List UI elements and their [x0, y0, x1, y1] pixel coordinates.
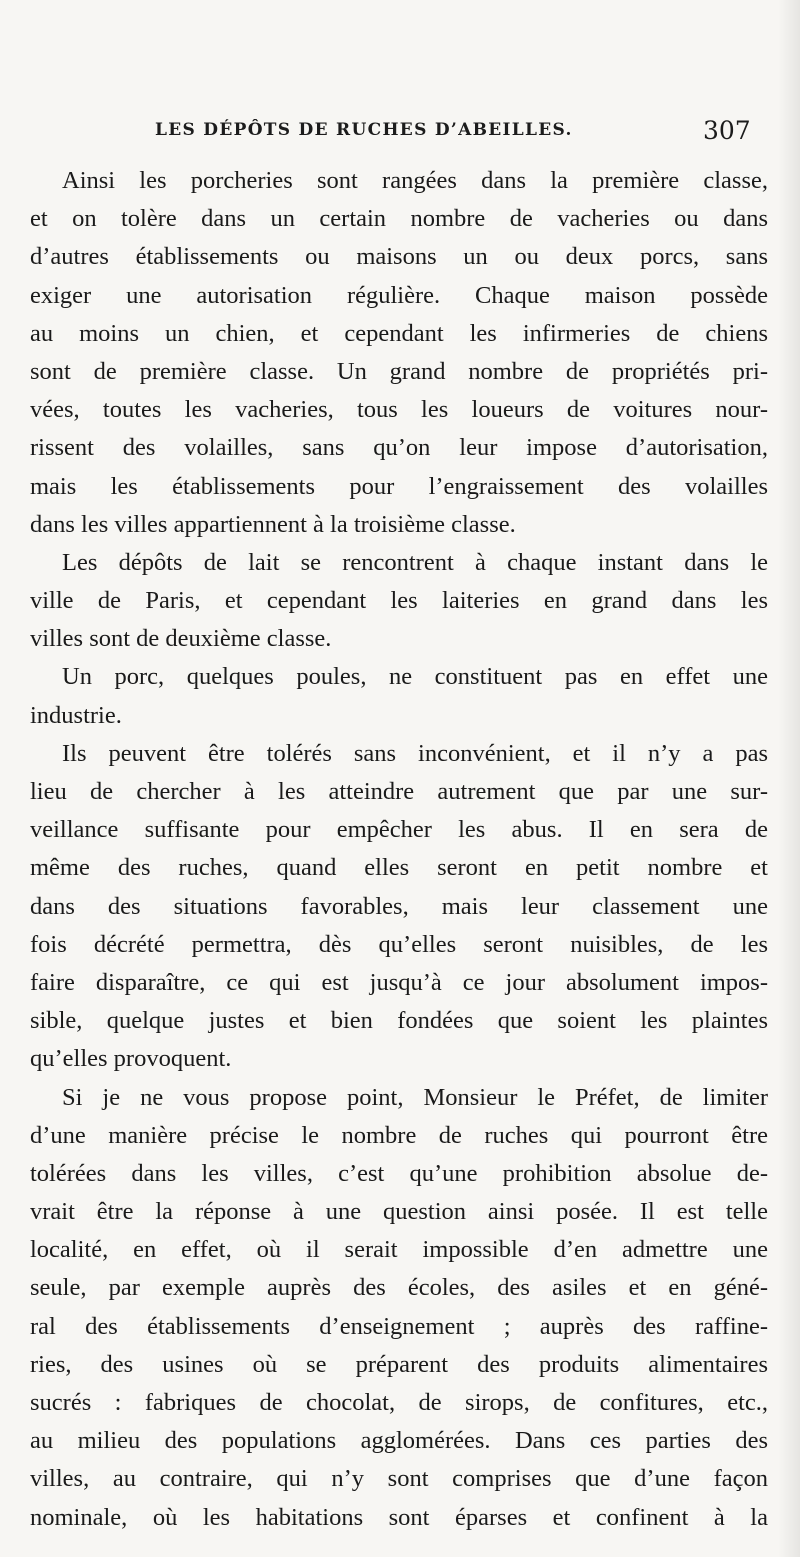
text-line: d’une manière précise le nombre de ruches qui pourront être [30, 1121, 768, 1149]
text-line: Un porc, quelques poules, ne constituent pas en effet une [62, 663, 768, 691]
text-line: qu’elles provoquent. [30, 1045, 232, 1073]
text-line: dans des situations favorables, mais leur classement une [30, 892, 768, 920]
text-line: fois décrété permettra, dès qu’elles seront nuisibles, de les [30, 930, 768, 958]
text-line: nominale, où les habitations sont éparses et confinent à la [30, 1503, 768, 1531]
text-line: Si je ne vous propose point, Monsieur le Préfet, de limiter [62, 1083, 768, 1111]
text-line: ries, des usines où se préparent des produits alimentaires [30, 1350, 768, 1378]
text-line: ville de Paris, et cependant les laiteries en grand dans les [30, 587, 768, 615]
text-line: Les dépôts de lait se rencontrent à chaque instant dans le [62, 548, 768, 576]
page-number: 307 [703, 116, 751, 145]
text-line: tolérées dans les villes, c’est qu’une prohibition absolue de- [30, 1159, 768, 1187]
running-title: LES DÉPÔTS DE RUCHES D’ABEILLES. [155, 120, 573, 140]
running-head [0, 116, 800, 156]
text-line: Ainsi les porcheries sont rangées dans la première classe, [62, 167, 768, 194]
text-line: au milieu des populations agglomérées. Dans ces parties des [30, 1427, 768, 1455]
text-line: même des ruches, quand elles seront en petit nombre et [30, 854, 768, 882]
text-line: villes, au contraire, qui n’y sont comprises que d’une façon [30, 1465, 768, 1493]
text-line: vées, toutes les vacheries, tous les loueurs de voitures nour- [30, 396, 768, 424]
text-line: localité, en effet, où il serait impossible d’en admettre une [30, 1236, 768, 1264]
text-line: lieu de chercher à les atteindre autrement que par une sur- [30, 778, 768, 805]
text-line: villes sont de deuxième classe. [30, 625, 332, 653]
text-line: et on tolère dans un certain nombre de vacheries ou dans [30, 205, 768, 233]
text-line: rissent des volailles, sans qu’on leur impose d’autorisation, [30, 434, 768, 462]
body-text [30, 162, 768, 1537]
text-line: faire disparaître, ce qui est jusqu’à ce jour absolument impos- [30, 968, 768, 996]
text-line: veillance suffisante pour empêcher les abus. Il en sera de [30, 816, 768, 844]
text-line: industrie. [30, 701, 122, 729]
text-line: sont de première classe. Un grand nombre de propriétés pri- [30, 357, 768, 385]
text-line: ral des établissements d’enseignement ; auprès des raffine- [30, 1312, 768, 1340]
text-line: Ils peuvent être tolérés sans inconvénient, et il n’y a pas [62, 739, 768, 767]
text-line: sucrés : fabriques de chocolat, de sirops, de confitures, etc., [30, 1389, 768, 1416]
text-line: exiger une autorisation régulière. Chaque maison possède [30, 281, 768, 309]
text-line: sible, quelque justes et bien fondées que soient les plaintes [30, 1007, 768, 1035]
text-line: dans les villes appartiennent à la troisième classe. [30, 510, 516, 538]
text-line: au moins un chien, et cependant les infirmeries de chiens [30, 319, 768, 347]
text-line: seule, par exemple auprès des écoles, des asiles et en géné- [30, 1274, 768, 1302]
text-line: vrait être la réponse à une question ainsi posée. Il est telle [30, 1198, 768, 1226]
text-line: d’autres établissements ou maisons un ou deux porcs, sans [30, 243, 768, 271]
text-line: mais les établissements pour l’engraissement des volailles [30, 472, 768, 500]
